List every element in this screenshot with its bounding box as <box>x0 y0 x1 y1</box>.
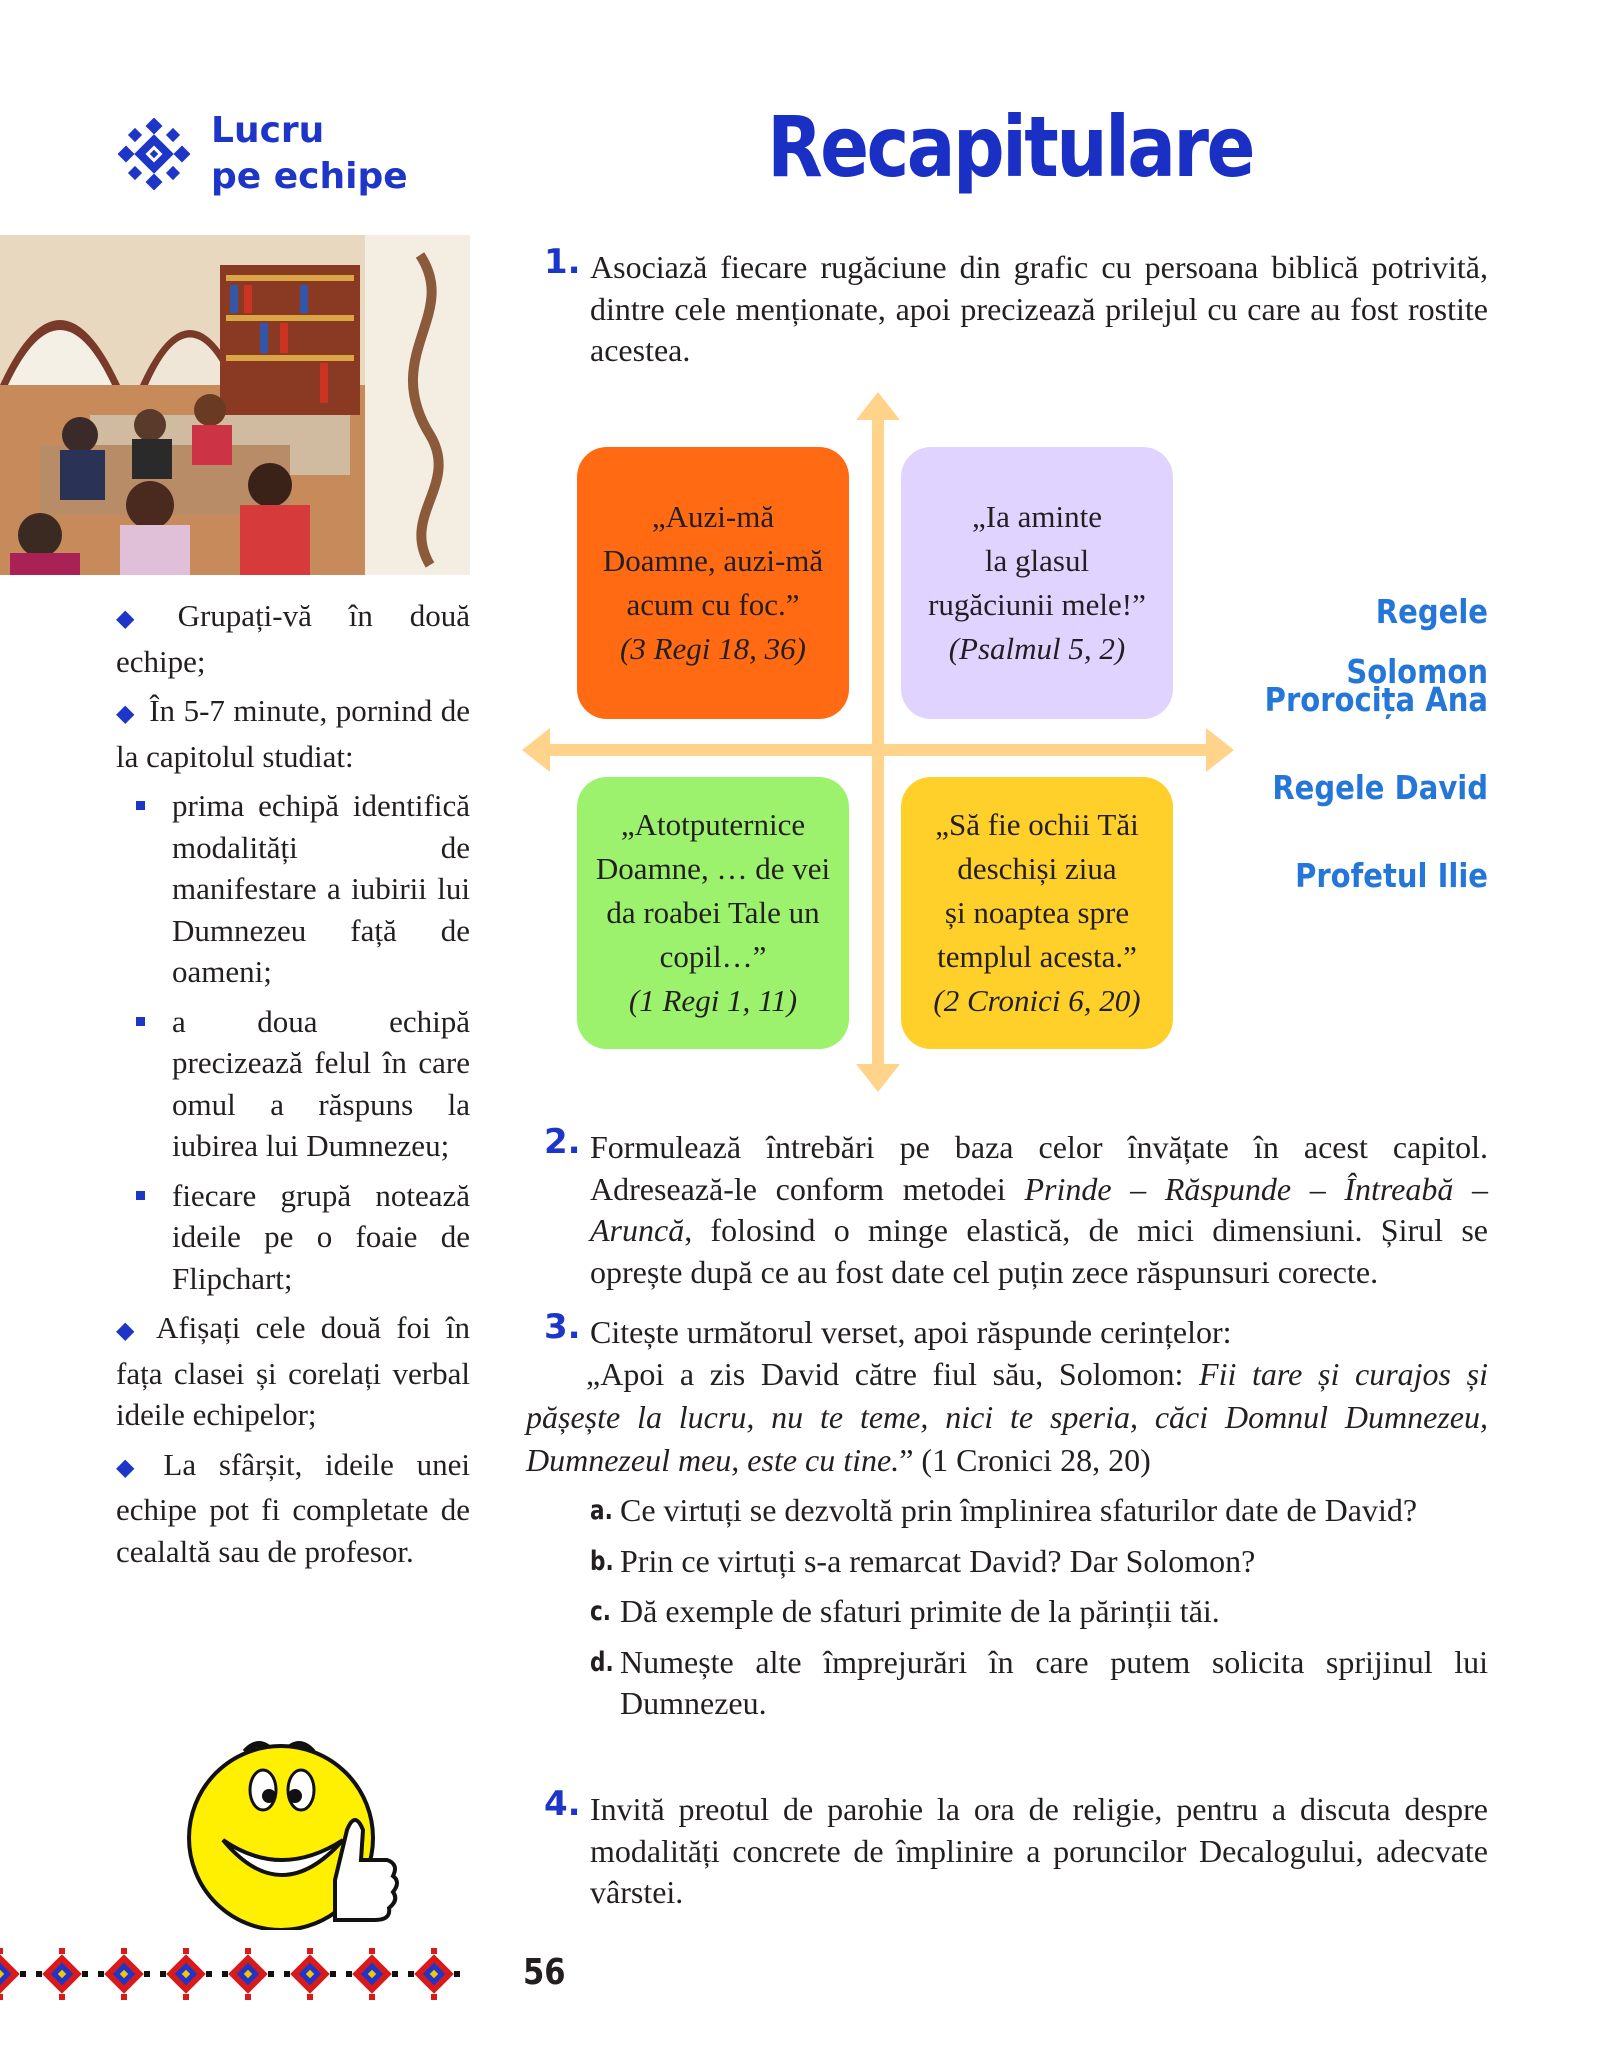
square-bullet-icon <box>136 1017 145 1026</box>
subquestion-item: b. Prin ce virtuți s-a remarcat David? Dar Solomon? <box>590 1542 1256 1579</box>
instruction-subitem: prima echipă identifică modalități de manifestare a iubirii lui Dumnezeu față de oameni; <box>116 785 470 993</box>
subquestion-item: c. Dă exemple de sfaturi primite de la părinții tăi. <box>590 1593 1220 1629</box>
folk-ornament-border <box>0 1944 470 2004</box>
name-item: Regele David <box>1272 768 1488 807</box>
instruction-subitem: a doua echipă precizează felul în care omul a răspuns la iubirea lui Dumnezeu; <box>116 1001 470 1167</box>
instruction-item: ◆ Afișați cele două foi în fața clasei și corelați verbal ideile echipelor; <box>116 1310 470 1432</box>
diamond-bullet-icon: ◆ <box>116 1318 142 1344</box>
classroom-photo <box>0 235 470 575</box>
name-item: Prorocița Ana <box>1264 680 1488 719</box>
square-bullet-icon <box>136 1191 145 1200</box>
bible-verse: „Apoi a zis David către fiul său, Solomon: Fii tare și curajos și pășește la lucru, nu te teme, nici te speria, căci Domnul Dumnezeu, Dumnezeul meu, este cu tine.” (1 Cronici 28, 20) <box>526 1356 1489 1478</box>
page-number: 56 <box>523 1952 566 1993</box>
prayer-diagram <box>522 392 1234 1092</box>
question-3-text: Citește următorul verset, apoi răspunde cerințelor: <box>590 1314 1232 1350</box>
subquestion-item: a. Ce virtuți se dezvoltă prin împlinirea sfaturilor date de David? <box>590 1492 1418 1528</box>
name-item: Regele Solomon <box>1346 592 1488 691</box>
diamond-bullet-icon: ◆ <box>116 1454 150 1481</box>
biblical-names-list <box>1257 582 1488 934</box>
instruction-subitem: fiecare grupă notează ideile pe o foaie de Flipchart; <box>116 1175 470 1300</box>
square-bullet-icon <box>136 801 145 810</box>
question-1-number: 1. <box>544 242 581 282</box>
team-instructions <box>116 595 470 1580</box>
question-2-text: Formulează întrebări pe baza celor învățate în acest capitol. Adresează-le conform metodei Prinde – Răspunde – Întreabă – Aruncă, folosind o minge elastică, de mici dimensiuni. Șirul se oprește după ce au fost date cel puțin zece răspunsuri corecte. <box>590 1129 1489 1290</box>
page-title: Recapitulare <box>767 98 1253 196</box>
name-item: Profetul Ilie <box>1295 856 1488 895</box>
question-4-text: Invită preotul de parohie la ora de religie, pentru a discuta despre modalități concrete de împlinire a poruncilor Decalogului, adecvate vârstei. <box>590 1791 1488 1910</box>
subquestion-item: d. Numește alte împrejurări în care putem solicita sprijinul lui Dumnezeu. <box>590 1643 1488 1721</box>
instruction-item: ◆ Grupați-vă în două echipe; <box>116 598 470 679</box>
diamond-bullet-icon: ◆ <box>116 606 164 632</box>
diamond-bullet-icon: ◆ <box>116 701 136 727</box>
prayer-card-elijah: „Auzi-mă Doamne, auzi-mă acum cu foc.” (3 Regi 18, 36) <box>577 447 849 719</box>
prayer-card-david: „Ia aminte la glasul rugăciunii mele!” (Psalmul 5, 2) <box>901 447 1173 719</box>
section-title: Lucru pe echipe <box>211 110 408 197</box>
instruction-item: ◆ La sfârșit, ideile unei echipe pot fi completate de cealaltă sau de profesor. <box>116 1446 470 1569</box>
smiley-thumbs-up-icon <box>185 1730 405 1930</box>
team-flower-icon <box>118 118 190 190</box>
instruction-item: ◆ În 5-7 minute, pornind de la capitolul studiat: <box>116 693 470 774</box>
prayer-card-solomon: „Să fie ochii Tăi deschiși ziua și noaptea spre templul acesta.” (2 Cronici 6, 20) <box>901 777 1173 1049</box>
question-4-number: 4. <box>544 1784 581 1824</box>
prayer-card-ana: „Atotputernice Doamne, … de vei da roabei Tale un copil…” (1 Regi 1, 11) <box>577 777 849 1049</box>
question-2-number: 2. <box>544 1122 581 1162</box>
question-3-number: 3. <box>544 1307 581 1347</box>
question-1-text: Asociază fiecare rugăciune din grafic cu persoana biblică potrivită, dintre cele menționate, apoi precizează prilejul cu care au fost rostite acestea. <box>590 249 1488 368</box>
question-3-subitems <box>590 1490 1488 1734</box>
